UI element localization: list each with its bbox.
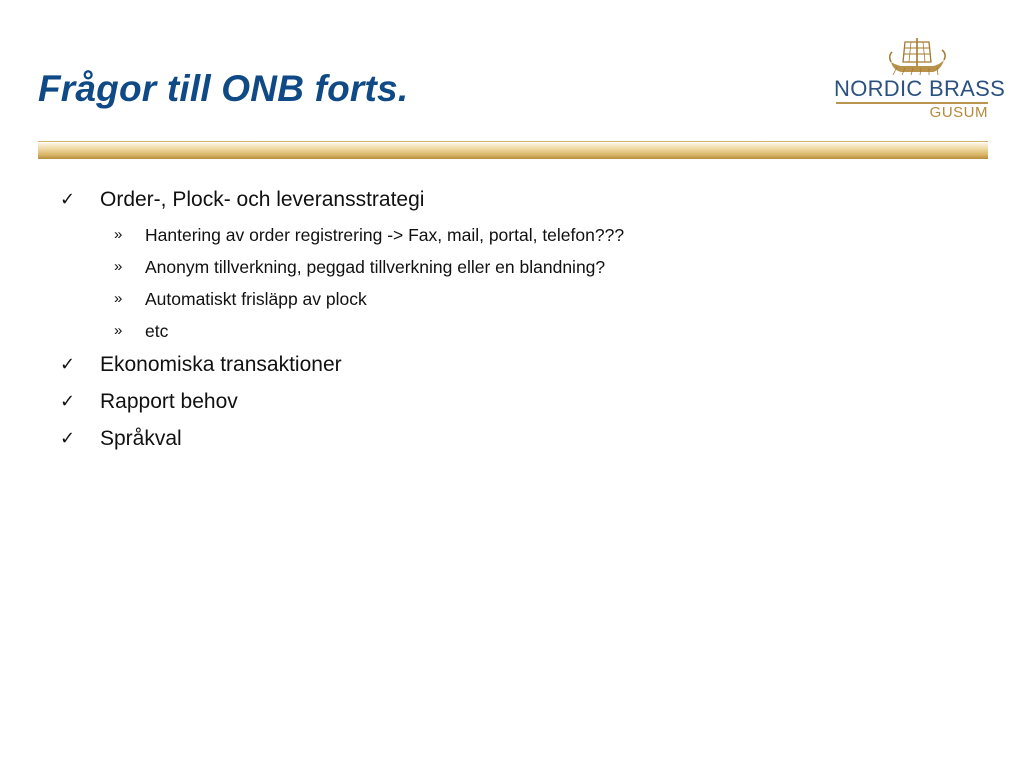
checkmark-icon: ✓ <box>60 391 76 412</box>
list-item <box>60 186 960 214</box>
header-rule <box>38 141 988 142</box>
list-item <box>60 425 960 453</box>
list-item <box>60 388 960 416</box>
bullet-list <box>60 186 960 462</box>
sub-list-item <box>60 223 960 247</box>
sub-list-item <box>60 319 960 343</box>
sub-list <box>60 223 960 343</box>
checkmark-icon: ✓ <box>60 354 76 375</box>
sub-list-item <box>60 287 960 311</box>
double-chevron-icon: » <box>114 258 123 275</box>
viking-ship-icon <box>887 34 947 76</box>
double-chevron-icon: » <box>114 290 123 307</box>
slide-title: Frågor till ONB forts. <box>38 68 409 109</box>
sub-list-item-text: etc <box>145 321 169 341</box>
sub-list-item-text: Hantering av order registrering -> Fax, mail, portal, telefon??? <box>145 225 625 245</box>
sub-list-item-text: Automatiskt frisläpp av plock <box>145 289 367 309</box>
list-item-text: Order-, Plock- och leveransstrategi <box>100 188 425 211</box>
list-item-text: Ekonomiska transaktioner <box>100 353 342 376</box>
list-item <box>60 351 960 379</box>
checkmark-icon: ✓ <box>60 189 76 210</box>
header-gold-band <box>38 143 988 159</box>
checkmark-icon: ✓ <box>60 428 76 449</box>
list-item-text: Språkval <box>100 427 182 450</box>
sub-list-item-text: Anonym tillverkning, peggad tillverkning eller en blandning? <box>145 257 606 277</box>
double-chevron-icon: » <box>114 322 123 339</box>
logo-subtitle: GUSUM <box>929 104 988 121</box>
company-logo <box>832 34 1006 124</box>
logo-wordmark: NORDIC BRASS <box>834 76 1006 101</box>
sub-list-item <box>60 255 960 279</box>
list-item-text: Rapport behov <box>100 390 238 413</box>
double-chevron-icon: » <box>114 226 123 243</box>
